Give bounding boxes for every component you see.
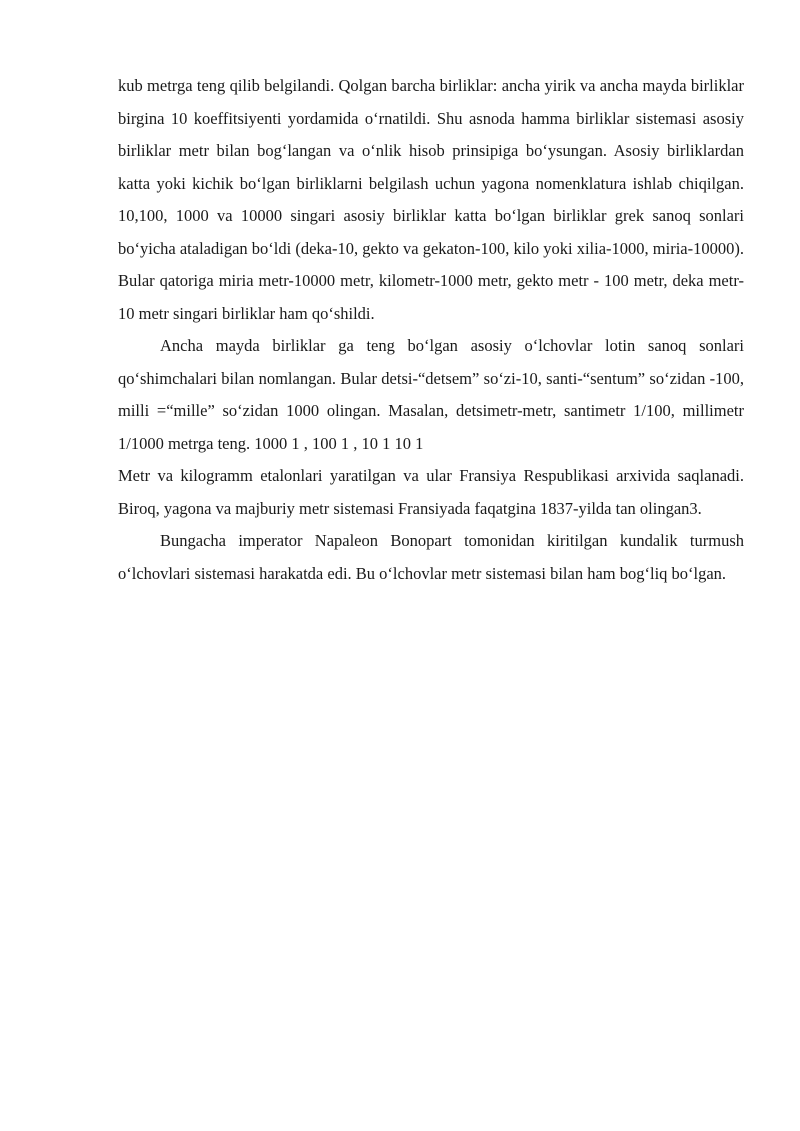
paragraph-units-continuation: kub metrga teng qilib belgilandi. Qolgan barcha birliklar: ancha yirik va ancha mayda birliklar birgina 10 koeffitsiyenti yordamida o‘rnatildi. Shu asnoda hamma birliklar sistemasi asosiy birliklar metr bilan bog‘langan va o‘nlik hisob prinsipiga bo‘ysungan. Asosiy birliklardan katta yoki kichik bo‘lgan birliklarni belgilash uchun yagona nomenklatura ishlab chiqilgan. 10,100, 1000 va 10000 singari asosiy birliklar katta bo‘lgan birliklar grek sanoq sonlari bo‘yicha ataladigan bo‘ldi (deka-10, gekto va gekaton-100, kilo yoki xilia-1000, miria-10000). Bular qatoriga miria metr-10000 metr, kilometr-1000 metr, gekto metr - 100 metr, deka metr-10 metr singari birliklar ham qo‘shildi. bbox=[118, 76, 744, 323]
paragraph-small-units: Ancha mayda birliklar ga teng bo‘lgan asosiy o‘lchovlar lotin sanoq sonlari qo‘shimchalari bilan nomlangan. Bular detsi-“detsem” so‘zi-10, santi-“sentum” so‘zidan -100, milli =“mille” so‘zidan 1000 olingan. Masalan, detsimetr-metr, santimetr 1/100, millimetr 1/1000 metrga teng. 1000 1 , 100 1 , 10 1 10 1 bbox=[118, 336, 744, 453]
paragraph-etalons: Metr va kilogramm etalonlari yaratilgan va ular Fransiya Respublikasi arxivida saqlanadi. Biroq, yagona va majburiy metr sistemasi Fransiyada faqatgina 1837-yilda tan olingan3. bbox=[118, 466, 744, 518]
paragraph-napoleon: Bungacha imperator Napaleon Bonopart tomonidan kiritilgan kundalik turmush o‘lchovlari sistemasi harakatda edi. Bu o‘lchovlar metr sistemasi bilan ham bog‘liq bo‘lgan. bbox=[118, 531, 744, 583]
document-page bbox=[118, 70, 744, 590]
